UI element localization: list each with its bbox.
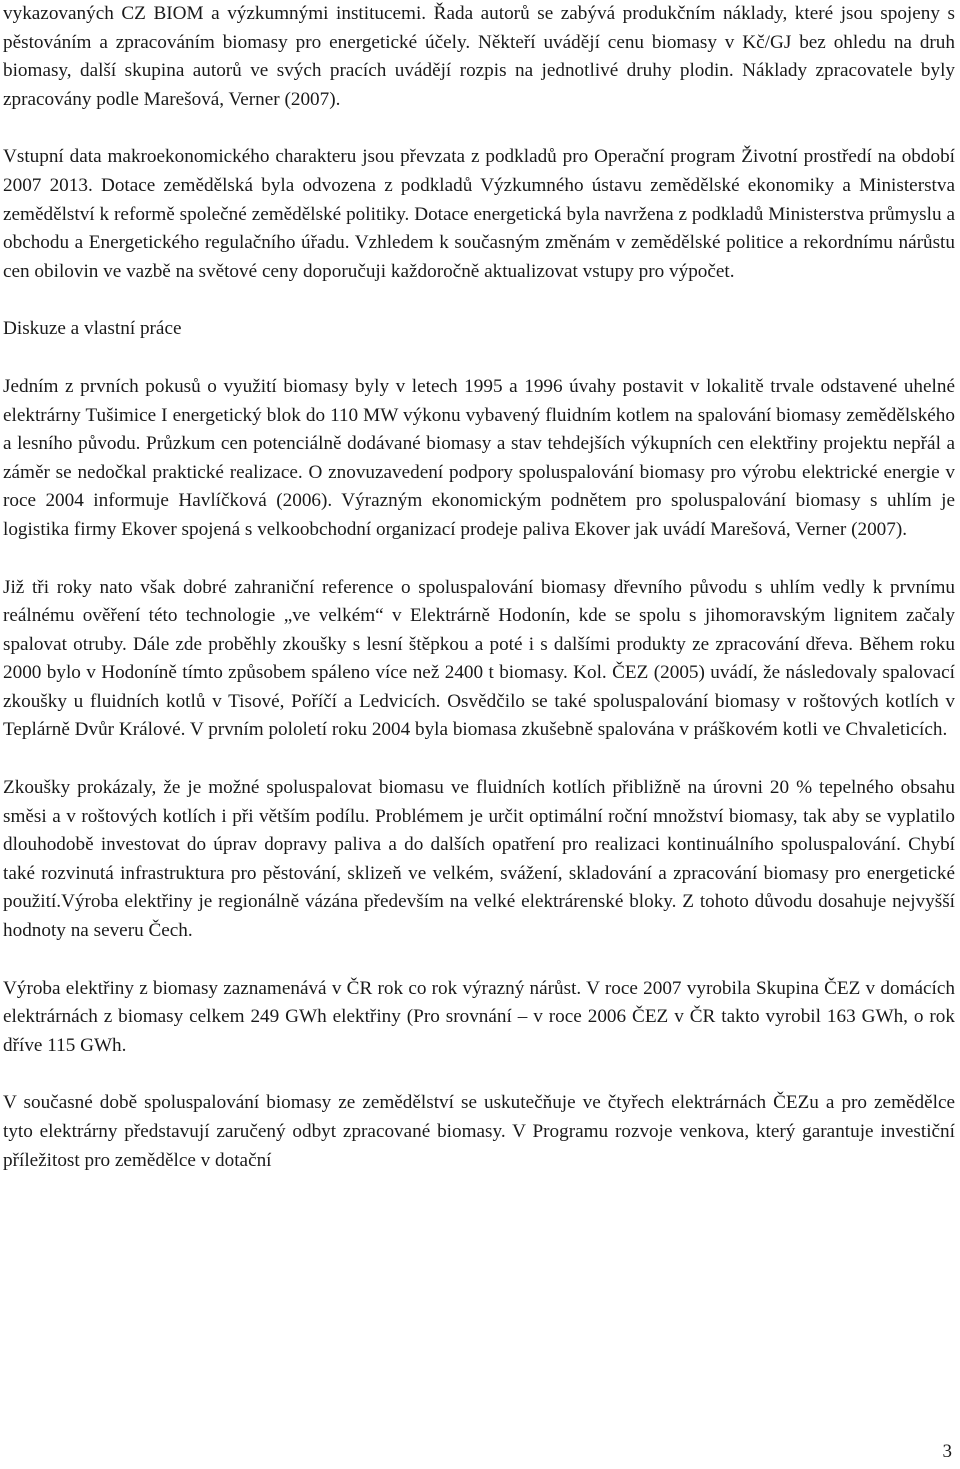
paragraph-5: Zkoušky prokázaly, že je možné spoluspalovat biomasu ve fluidních kotlích přibližně na úrovni 20 % tepelného obsahu směsi a v roštových kotlích i při větším podílu. Problémem je určit optimální roční množství biomasy, tak aby se vyplatilo dlouhodobě investovat do úprav dopravy paliva a do dalších opatření pro realizaci kontinuálního spoluspalování. Chybí také rozvinutá infrastruktura pro pěstování, sklizeň ve velkém, svážení, skladování a zpracování biomasy pro energetické použití.Výroba elektřiny je regionálně vázána především na velké elektrárenské bloky. Z tohoto důvodu dosahuje nejvyšší hodnoty na severu Čech. (3, 777, 955, 942)
document-page (3, 0, 955, 1175)
paragraph-4: Již tři roky nato však dobré zahraniční reference o spoluspalování biomasy dřevního původu s uhlím vedly k prvnímu reálnému ověření této technologie „ve velkém“ v Elektrárně Hodonín, kde se spolu s jihomoravským lignitem začaly spalovat otruby. Dále zde proběhly zkoušky s lesní štěpkou a poté i s dalšími produkty ze zpracování dřeva. Během roku 2000 bylo v Hodoníně tímto způsobem spáleno více než 2400 t biomasy. Kol. ČEZ (2005) uvádí, že následovaly spalovací zkoušky u fluidních kotlů v Tisové, Poříčí a Ledvicích. Osvědčilo se také spoluspalování biomasy v roštových kotlích v Teplárně Dvůr Králové. V prvním pololetí roku 2004 byla biomasa zkušebně spalována v práškovém kotli ve Chvaleticích. (3, 576, 955, 741)
paragraph-7: V současné době spoluspalování biomasy ze zemědělství se uskutečňuje ve čtyřech elektrárnách ČEZu a pro zemědělce tyto elektrárny představují zaručený odbyt zpracované biomasy. V Programu rozvoje venkova, který garantuje investiční příležitost pro zemědělce v dotační (3, 1092, 955, 1171)
paragraph-1: vykazovaných CZ BIOM a výzkumnými institucemi. Řada autorů se zabývá produkčním náklady, které jsou spojeny s pěstováním a zpracováním biomasy pro energetické účely. Někteří uvádějí cenu biomasy v Kč/GJ bez ohledu na druh biomasy, další skupina autorů ve svých pracích uvádějí rozpis na jednotlivé druhy plodin. Náklady zpracovatele byly zpracovány podle Marešová, Verner (2007). (3, 3, 955, 110)
paragraph-2: Vstupní data makroekonomického charakteru jsou převzata z podkladů pro Operační program Životní prostředí na období 2007 2013. Dotace zemědělská byla odvozena z podkladů Výzkumného ústavu zemědělské ekonomiky a Ministerstva zemědělství k reformě společné zemědělské politiky. Dotace energetická byla navržena z podkladů Ministerstva průmyslu a obchodu a Energetického regulačního úřadu. Vzhledem k současným změnám v zemědělské politice a rekordnímu nárůstu cen obilovin ve vazbě na světové ceny doporučuji každoročně aktualizovat vstupy pro výpočet. (3, 146, 955, 282)
paragraph-3: Jedním z prvních pokusů o využití biomasy byly v letech 1995 a 1996 úvahy postavit v lokalitě trvale odstavené uhelné elektrárny Tušimice I energetický blok do 110 MW výkonu vybavený fluidním kotlem na spalování biomasy zemědělského a lesního původu. Průzkum cen potenciálně dodávané biomasy a stav tehdejších výkupních cen elektřiny projektu nepřál a záměr se nedočkal praktické realizace. O znovuzavedení podpory spoluspalování biomasy pro výrobu elektrické energie v roce 2004 informuje Havlíčková (2006). Výrazným ekonomickým podnětem pro spoluspalování biomasy s uhlím je logistika firmy Ekover spojená s velkoobchodní organizací prodeje paliva Ekover jak uvádí Marešová, Verner (2007). (3, 375, 955, 540)
page-number: 3 (942, 1441, 952, 1462)
section-heading: Diskuze a vlastní práce (3, 318, 182, 340)
paragraph-6: Výroba elektřiny z biomasy zaznamenává v ČR rok co rok výrazný nárůst. V roce 2007 vyrobila Skupina ČEZ v domácích elektrárnách z biomasy celkem 249 GWh elektřiny (Pro srovnání – v roce 2006 ČEZ v ČR takto vyrobil 163 GWh, o rok dříve 115 GWh. (3, 977, 955, 1056)
